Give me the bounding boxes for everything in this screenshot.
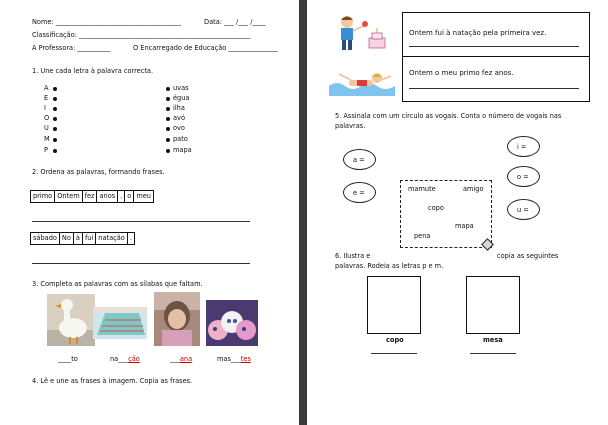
q6-title-b: copia as seguintes <box>497 252 559 260</box>
answer-line[interactable] <box>32 263 250 264</box>
answer-line[interactable] <box>32 221 250 222</box>
cloud-word[interactable]: mamute <box>408 185 436 193</box>
blank-prefix: ____ <box>58 355 72 363</box>
q1-letter: I <box>44 104 46 112</box>
teacher-field: A Professora: __________ <box>32 44 111 52</box>
connect-dot[interactable] <box>166 87 170 91</box>
cloud-word[interactable]: mapa <box>455 222 474 230</box>
connect-dot[interactable] <box>53 127 57 131</box>
q1-word: avó <box>173 114 185 122</box>
swimming-pool-image <box>93 307 147 339</box>
duck-image <box>47 294 95 346</box>
worksheet-left-page <box>0 0 299 425</box>
q5-title-line2: palavras. <box>335 122 366 130</box>
q1-letter: A <box>44 84 49 92</box>
cloud-word[interactable]: amigo <box>463 185 484 193</box>
q2-title: 2. Ordena as palavras, formando frases. <box>32 168 165 176</box>
syllable-blank-2[interactable] <box>110 356 140 363</box>
q1-word: mapa <box>173 146 192 154</box>
blank-prefix: ___ <box>170 355 180 363</box>
word-cell: . <box>127 233 134 245</box>
word-cell: sábado <box>31 233 60 245</box>
word-cell: meu <box>134 191 154 203</box>
word-table-2 <box>30 232 135 245</box>
syllable-blank-1[interactable] <box>58 356 78 363</box>
toys-image <box>206 300 258 346</box>
birthday-boy-image <box>331 14 389 54</box>
q1-letter: M <box>44 135 50 143</box>
name-field: Nome: ______________________________________ <box>32 18 182 26</box>
word-cell: o <box>125 191 134 203</box>
sentence-1: Ontem fui à natação pela primeira vez. <box>409 29 547 37</box>
connect-dot[interactable] <box>166 107 170 111</box>
q1-letter: E <box>44 94 49 102</box>
word-label: copo <box>386 336 404 344</box>
q1-word: égua <box>173 94 190 102</box>
word-cell: natação <box>96 233 128 245</box>
girl-photo <box>154 292 200 346</box>
sentence-boxes <box>402 12 590 102</box>
copy-line[interactable] <box>371 353 417 354</box>
connect-dot[interactable] <box>166 138 170 142</box>
vowel-count-o[interactable]: o = <box>507 166 540 187</box>
connect-dot[interactable] <box>166 149 170 153</box>
connect-dot[interactable] <box>53 97 57 101</box>
classification-field: Classificação: ____________________________________________________ <box>32 31 251 39</box>
guardian-field: O Encarregado de Educação _______________ <box>133 44 278 52</box>
word-cell: No <box>59 233 73 245</box>
vowel-count-e[interactable]: e = <box>343 182 376 203</box>
q5-title-line1: 5. Assinala com um círculo as vogais. Conta o número de vogais nas <box>335 112 562 120</box>
word-cell: primo <box>31 191 55 203</box>
syllable-blank-4[interactable] <box>217 356 251 363</box>
blank-prefix: mas___ <box>217 355 241 363</box>
blank-prefix: na___ <box>110 355 129 363</box>
connect-dot[interactable] <box>53 87 57 91</box>
vowel-count-a[interactable]: a = <box>343 149 376 170</box>
word-cloud <box>400 180 492 248</box>
word-label: mesa <box>483 336 503 344</box>
connect-dot[interactable] <box>166 97 170 101</box>
copy-line[interactable] <box>470 353 516 354</box>
q1-word: uvas <box>173 84 189 92</box>
copy-line[interactable] <box>409 46 579 47</box>
q1-letter: P <box>44 146 48 154</box>
connect-dot[interactable] <box>166 127 170 131</box>
swimmer-image <box>329 68 395 96</box>
copy-line[interactable] <box>409 88 579 89</box>
q1-word: ilha <box>173 104 185 112</box>
word-cell: à <box>73 233 82 245</box>
q4-title: 4. Lê e une as frases à imagem. Copia as frases. <box>32 377 193 385</box>
cloud-word[interactable]: copo <box>428 204 444 212</box>
drawing-box[interactable] <box>367 276 421 334</box>
blank-suffix: ana <box>179 355 193 363</box>
blank-suffix: tes <box>240 355 251 363</box>
q1-letter: U <box>44 124 49 132</box>
q1-title: 1. Une cada letra à palavra correcta. <box>32 67 154 75</box>
connect-dot[interactable] <box>166 117 170 121</box>
word-cell: fui <box>82 233 95 245</box>
q3-title: 3. Completa as palavras com as sílabas que faltam. <box>32 280 203 288</box>
sentence-2: Ontem o meu primo fez anos. <box>409 69 514 77</box>
word-cell: anos <box>97 191 118 203</box>
worksheet-right-page <box>307 0 608 425</box>
q6-title-a: 6. Ilustra e <box>335 252 371 260</box>
connect-dot[interactable] <box>53 138 57 142</box>
blank-suffix: to <box>71 355 78 363</box>
cloud-word[interactable]: pena <box>414 232 431 240</box>
q1-letter: O <box>44 114 50 122</box>
sentence-divider <box>403 56 589 57</box>
connect-dot[interactable] <box>53 149 57 153</box>
q1-word: pato <box>173 135 188 143</box>
word-cell: fez <box>82 191 97 203</box>
syllable-blank-3[interactable] <box>170 356 192 363</box>
vowel-count-i[interactable]: i = <box>507 136 540 157</box>
word-table-1 <box>30 190 154 203</box>
drawing-box[interactable] <box>466 276 520 334</box>
vowel-count-u[interactable]: u = <box>507 199 540 220</box>
word-cell: Ontem <box>55 191 82 203</box>
word-cell: . <box>118 191 125 203</box>
connect-dot[interactable] <box>53 117 57 121</box>
date-field: Data: ___ /___ /____ <box>204 18 266 26</box>
q6-title-line2: palavras. Rodeia as letras p e m. <box>335 262 444 270</box>
connect-dot[interactable] <box>53 107 57 111</box>
blank-suffix: ção <box>128 355 140 363</box>
q1-word: ovo <box>173 124 185 132</box>
